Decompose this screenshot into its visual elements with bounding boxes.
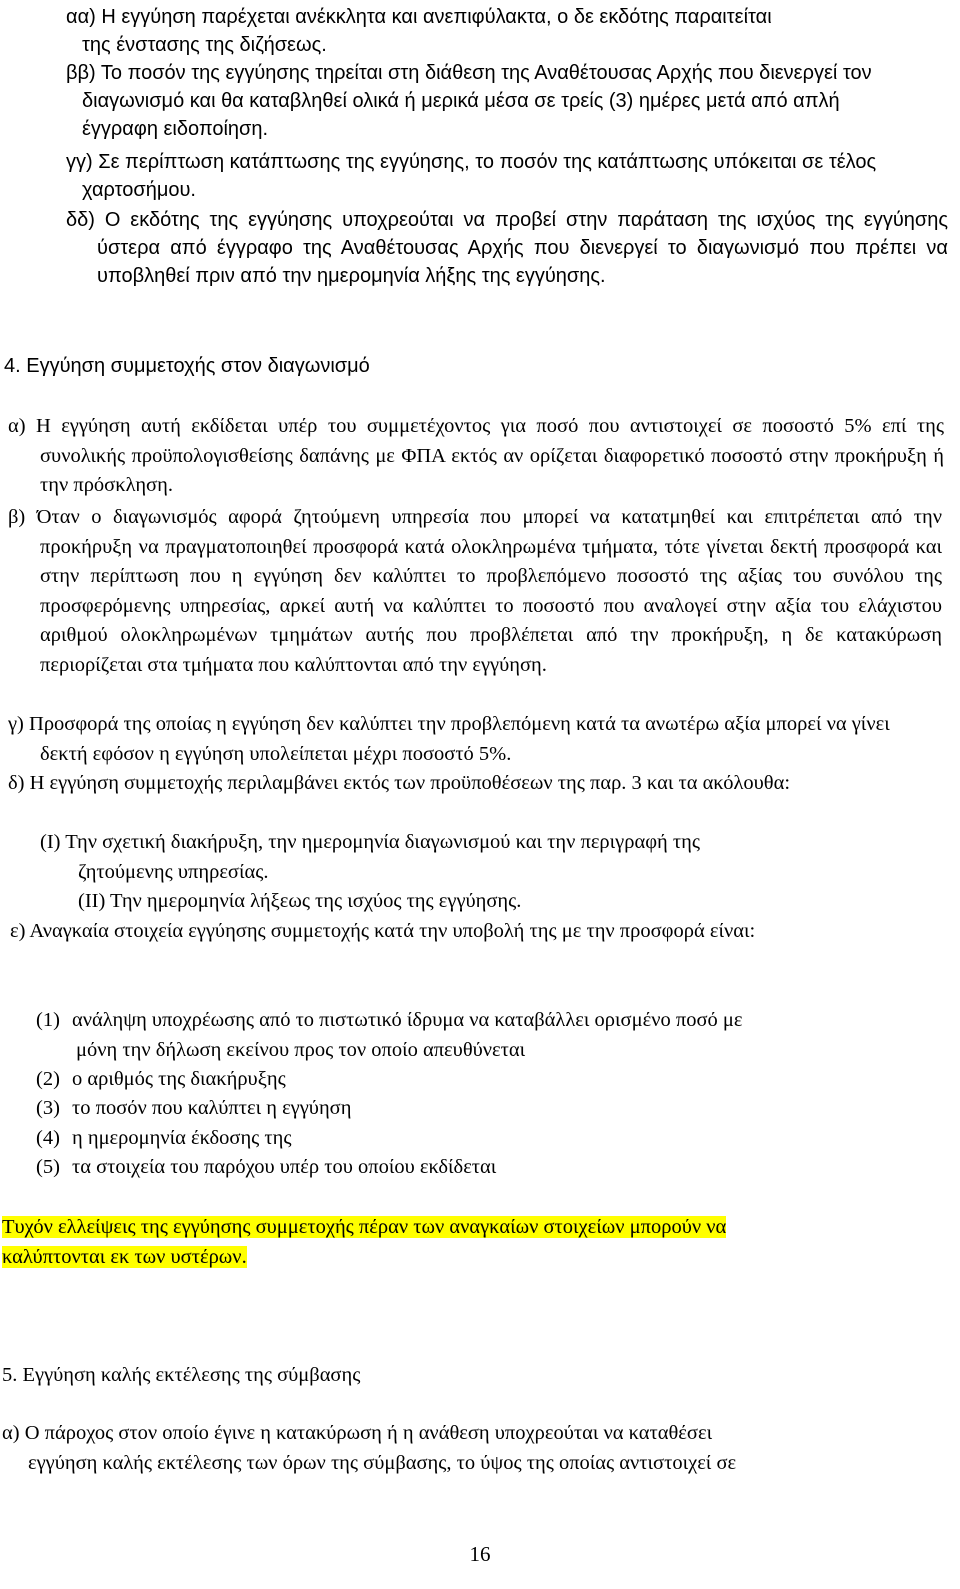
- highlighted-note-line1: Τυχόν ελλείψεις της εγγύησης συμμετοχής πέραν των αναγκαίων στοιχείων μπορούν να: [2, 1216, 727, 1238]
- list-item: [36, 1153, 930, 1183]
- list-item-text: ανάληψη υποχρέωσης από το πιστωτικό ίδρυμα να καταβάλλει ορισμένο ποσό με: [72, 1009, 743, 1031]
- clause-aa-line2: της ένστασης της διζήσεως.: [82, 34, 327, 56]
- list-item-text: το ποσόν που καλύπτει η εγγύηση: [72, 1097, 352, 1119]
- list-item: [36, 1094, 930, 1124]
- list-item-text: η ημερομηνία έκδοσης της: [72, 1127, 292, 1149]
- list-item: [36, 1065, 930, 1095]
- highlighted-note-line2: καλύπτονται εκ των υστέρων.: [2, 1245, 247, 1268]
- section4-b: β) Όταν ο διαγωνισμός αφορά ζητούμενη υπηρεσία που μπορεί να κατατμηθεί και επιτρέπεται από την προκήρυξη να πραγματοποιηθεί προσφορά κατά ολοκληρωμένα τμήματα, τότε γίνεται δεκτή προσφορά και στην περίπτωση που η εγγύηση δεν καλύπτει το προβλεπόμενο ποσοστό της αξίας του συνόλου της προσφερόμενης υπηρεσίας, αρκεί αυτή να καλύπτει το ποσοστό που αναλογεί στην αξία του ελάχιστου αριθμού ολοκληρωμένων τμημάτων αυτής που προβλέπεται από την προκήρυξη, η δε κατακύρωση περιορίζεται στα τμήματα που καλύπτονται από την εγγύηση.: [8, 506, 942, 676]
- section5-heading: 5. Εγγύηση καλής εκτέλεσης της σύμβασης: [2, 1364, 361, 1386]
- list-item-number: (3): [36, 1097, 60, 1119]
- section4-e: ε) Αναγκαία στοιχεία εγγύησης συμμετοχής κατά την υποβολή της με την προσφορά είναι:: [10, 920, 756, 942]
- section4-c: γ) Προσφορά της οποίας η εγγύηση δεν καλύπτει την προβλεπόμενη κατά τα ανωτέρω αξία μπορεί να γίνει δεκτή εφόσον η εγγύηση υπολείπεται μέχρι ποσοστό 5%.: [8, 713, 890, 765]
- section4-d: δ) Η εγγύηση συμμετοχής περιλαμβάνει εκτός των προϋποθέσεων της παρ. 3 και τα ακόλουθα:: [8, 772, 791, 794]
- section4-heading: 4. Εγγύηση συμμετοχής στον διαγωνισμό: [4, 355, 370, 377]
- section4-a: α) Η εγγύηση αυτή εκδίδεται υπέρ του συμμετέχοντος για ποσό που αντιστοιχεί σε ποσοστό 5% επί της συνολικής προϋπολογισθείσης δαπάνης με ΦΠΑ εκτός αν ορίζεται διαφορετικό ποσοστό στην προκήρυξη ή την πρόσκληση.: [8, 415, 944, 497]
- clause-gg: γγ) Σε περίπτωση κατάπτωσης της εγγύησης, το ποσόν της κατάπτωσης υπόκειται σε τέλος χαρτοσήμου.: [66, 151, 877, 201]
- clause-aa: [66, 3, 930, 59]
- section4-d-II: (ΙΙ) Την ημερομηνία λήξεως της ισχύος της εγγύησης.: [78, 890, 522, 912]
- highlighted-note: [2, 1213, 950, 1272]
- list-item-text: τα στοιχεία του παρόχου υπέρ του οποίου εκδίδεται: [72, 1156, 497, 1178]
- section4-d-I: [40, 828, 940, 887]
- clause-bb: ββ) Το ποσόν της εγγύησης τηρείται στη διάθεση της Αναθέτουσας Αρχής που διενεργεί τον διαγωνισμό και θα καταβληθεί ολικά ή μερικά μέσα σε τρείς (3) ημέρες μετά από απλή έγγραφη ειδοποίηση.: [66, 62, 872, 140]
- list-item-number: (5): [36, 1156, 60, 1178]
- list-item-number: (4): [36, 1127, 60, 1149]
- clause-aa-line1: αα) Η εγγύηση παρέχεται ανέκκλητα και ανεπιφύλακτα, ο δε εκδότης παραιτείται: [66, 6, 772, 28]
- clause-dd: δδ) Ο εκδότης της εγγύησης υποχρεούται να προβεί στην παράταση της ισχύος της εγγύησης ύστερα από έγγραφο της Αναθέτουσας Αρχής που διενεργεί το διαγωνισμό που πρέπει να υποβληθεί πριν από την ημερομηνία λήξης της εγγύησης.: [66, 209, 948, 287]
- list-item-number: (2): [36, 1068, 60, 1090]
- list-item: [36, 1124, 930, 1154]
- list-item-text-cont: μόνη την δήλωση εκείνου προς τον οποίο απευθύνεται: [76, 1038, 526, 1061]
- section5-a-line1: α) Ο πάροχος στον οποίο έγινε η κατακύρωση ή η ανάθεση υποχρεούται να καταθέσει: [2, 1422, 713, 1444]
- list-item-number: (1): [36, 1009, 60, 1031]
- page-number: 16: [469, 1542, 491, 1566]
- section5-a: [2, 1419, 950, 1478]
- list-item-text: ο αριθμός της διακήρυξης: [72, 1068, 286, 1090]
- list-item: [36, 1006, 930, 1065]
- section5-a-line2: εγγύηση καλής εκτέλεσης των όρων της σύμβασης, το ύψος της οποίας αντιστοιχεί σε: [28, 1451, 737, 1474]
- section4-d-I-line2: ζητούμενης υπηρεσίας.: [78, 860, 269, 883]
- section4-d-I-line1: (Ι) Την σχετική διακήρυξη, την ημερομηνία διαγωνισμού και την περιγραφή της: [40, 831, 700, 853]
